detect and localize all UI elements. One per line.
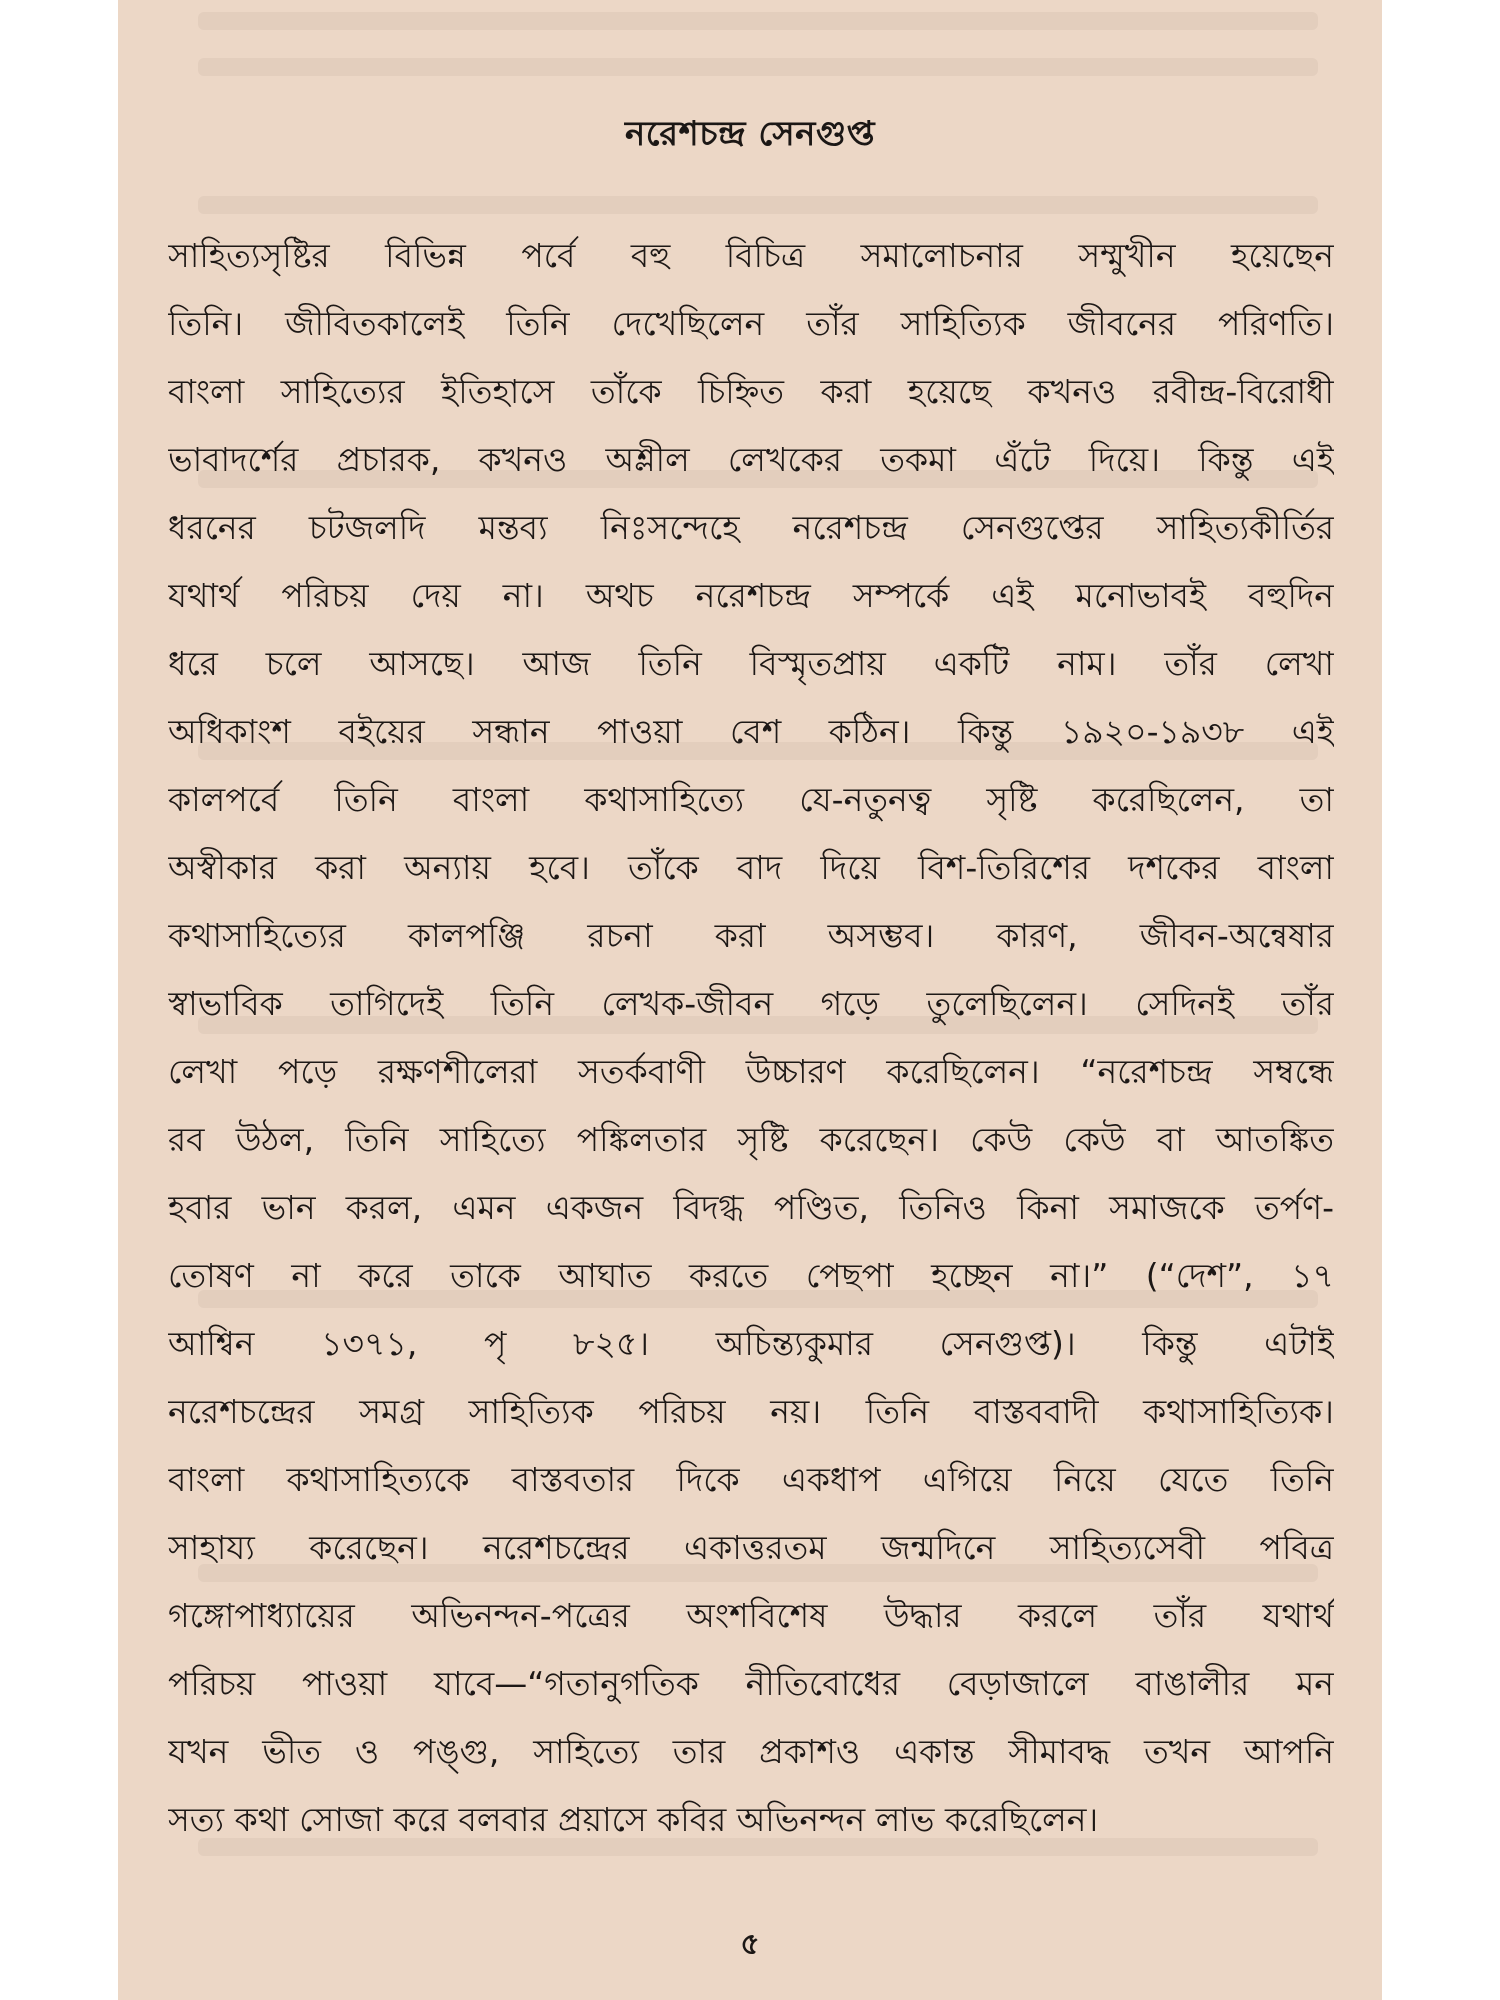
text-line: যথার্থ পরিচয় দেয় না। অথচ নরেশচন্দ্র সম্পর্কে এই মনোভাবই বহুদিন (168, 576, 1334, 615)
text-line: ধরনের চটজলদি মন্তব্য নিঃসন্দেহে নরেশচন্দ্র সেনগুপ্তের সাহিত্যকীর্তির (168, 508, 1334, 547)
page-number: ৫ (740, 1927, 760, 1962)
text-line: তোষণ না করে তাকে আঘাত করতে পেছপা হচ্ছেন না।” (“দেশ”, ১৭ (168, 1256, 1334, 1295)
text-line: সাহায্য করেছেন। নরেশচন্দ্রের একাত্তরতম জন্মদিনে সাহিত্যসেবী পবিত্র (168, 1528, 1334, 1567)
text-line: কথাসাহিত্যের কালপঞ্জি রচনা করা অসম্ভব। কারণ, জীবন-অন্বেষার (168, 916, 1334, 955)
page-title: নরেশচন্দ্র সেনগুপ্ত (624, 114, 876, 154)
text-line: সাহিত্যসৃষ্টির বিভিন্ন পর্বে বহু বিচিত্র সমালোচনার সম্মুখীন হয়েছেন (168, 236, 1334, 275)
text-line: বাংলা সাহিত্যের ইতিহাসে তাঁকে চিহ্নিত করা হয়েছে কখনও রবীন্দ্র-বিরোধী (168, 372, 1334, 411)
text-line: হবার ভান করল, এমন একজন বিদগ্ধ পণ্ডিত, তিনিও কিনা সমাজকে তর্পণ- (168, 1188, 1334, 1227)
text-line: যখন ভীত ও পঙ্গু, সাহিত্যে তার প্রকাশও একান্ত সীমাবদ্ধ তখন আপনি (168, 1732, 1334, 1771)
book-page (118, 0, 1382, 2000)
text-line: কালপর্বে তিনি বাংলা কথাসাহিত্যে যে-নতুনত্ব সৃষ্টি করেছিলেন, তা (168, 780, 1334, 819)
text-line: গঙ্গোপাধ্যায়ের অভিনন্দন-পত্রের অংশবিশেষ উদ্ধার করলে তাঁর যথার্থ (168, 1596, 1334, 1635)
text-line: সত্য কথা সোজা করে বলবার প্রয়াসে কবির অভিনন্দন লাভ করেছিলেন। (168, 1800, 1099, 1839)
text-line: অস্বীকার করা অন্যায় হবে। তাঁকে বাদ দিয়ে বিশ-তিরিশের দশকের বাংলা (168, 848, 1334, 887)
text-line: লেখা পড়ে রক্ষণশীলেরা সতর্কবাণী উচ্চারণ করেছিলেন। “নরেশচন্দ্র সম্বন্ধে (168, 1052, 1334, 1091)
text-line: অধিকাংশ বইয়ের সন্ধান পাওয়া বেশ কঠিন। কিন্তু ১৯২০-১৯৩৮ এই (168, 712, 1334, 751)
text-line: বাংলা কথাসাহিত্যকে বাস্তবতার দিকে একধাপ এগিয়ে নিয়ে যেতে তিনি (168, 1460, 1334, 1499)
text-line: স্বাভাবিক তাগিদেই তিনি লেখক-জীবন গড়ে তুলেছিলেন। সেদিনই তাঁর (168, 984, 1334, 1023)
text-line: তিনি। জীবিতকালেই তিনি দেখেছিলেন তাঁর সাহিত্যিক জীবনের পরিণতি। (168, 304, 1334, 343)
text-line: ধরে চলে আসছে। আজ তিনি বিস্মৃতপ্রায় একটি নাম। তাঁর লেখা (168, 644, 1334, 683)
text-line: ভাবাদর্শের প্রচারক, কখনও অশ্লীল লেখকের তকমা এঁটে দিয়ে। কিন্তু এই (168, 440, 1334, 479)
text-line: নরেশচন্দ্রের সমগ্র সাহিত্যিক পরিচয় নয়। তিনি বাস্তববাদী কথাসাহিত্যিক। (168, 1392, 1334, 1431)
text-line: রব উঠল, তিনি সাহিত্যে পঙ্কিলতার সৃষ্টি করেছেন। কেউ কেউ বা আতঙ্কিত (168, 1120, 1334, 1159)
body-text (168, 222, 1334, 1854)
text-line: পরিচয় পাওয়া যাবে—“গতানুগতিক নীতিবোধের বেড়াজালে বাঙালীর মন (168, 1664, 1334, 1703)
text-line: আশ্বিন ১৩৭১, পৃ ৮২৫। অচিন্ত্যকুমার সেনগুপ্ত)। কিন্তু এটাই (168, 1324, 1334, 1363)
